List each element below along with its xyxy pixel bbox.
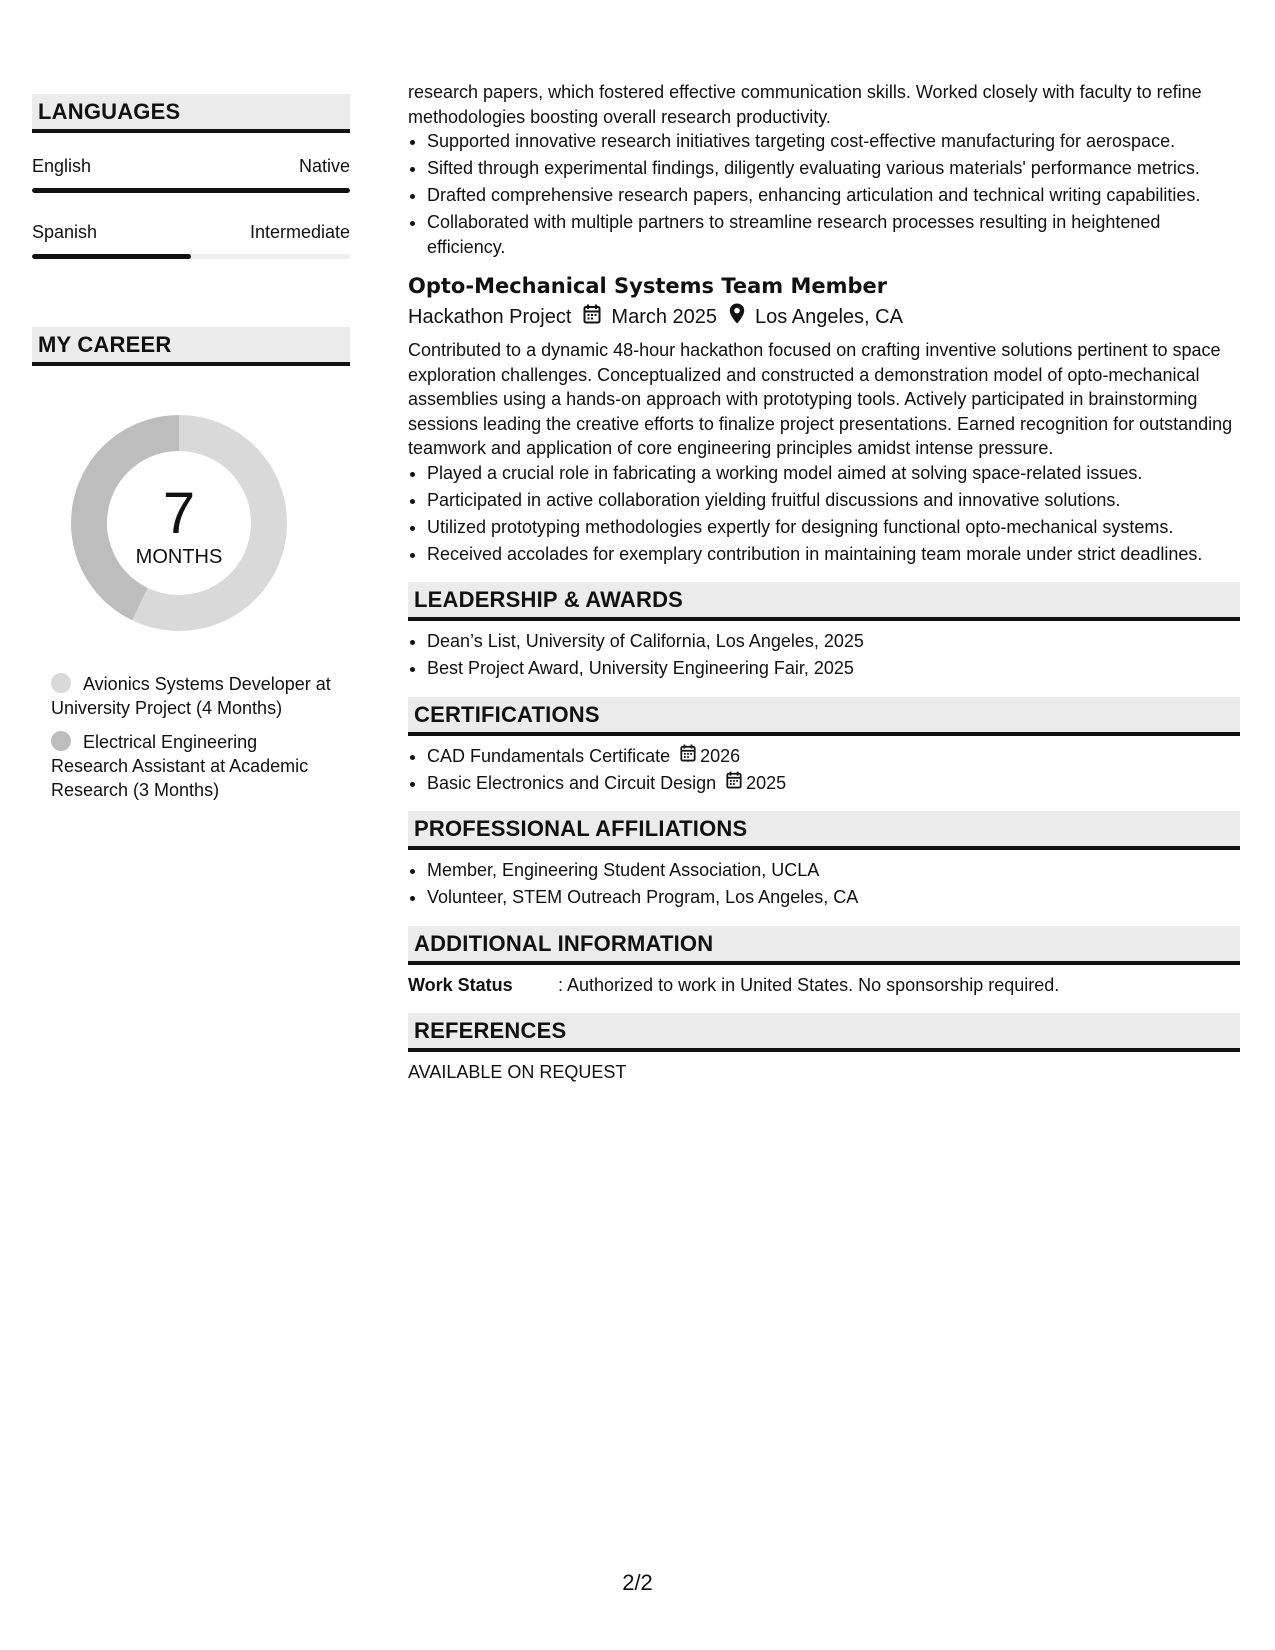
- list-item: [427, 771, 1240, 796]
- work-status-value: : Authorized to work in United States. No sponsorship required.: [558, 974, 1060, 995]
- leadership-heading: LEADERSHIP & AWARDS: [408, 582, 1240, 621]
- language-proficiency-fill: [32, 254, 191, 259]
- list-item: [427, 744, 1240, 769]
- map-pin-icon: [729, 303, 745, 331]
- career-legend-item: [51, 672, 331, 720]
- leadership-section: [408, 582, 1240, 681]
- list-item: • Supported innovative research initiatives targeting cost-effective manufacturing for aerospace.: [427, 129, 1240, 154]
- job-title: Opto-Mechanical Systems Team Member: [408, 274, 888, 298]
- job-bullets: [408, 461, 1240, 567]
- right-column: [408, 80, 1240, 1084]
- language-proficiency-fill: [32, 188, 350, 193]
- additional-info-section: [408, 926, 1240, 997]
- certifications-section: [408, 697, 1240, 796]
- language-item: [32, 155, 350, 207]
- language-proficiency-bar: [32, 254, 350, 259]
- left-column: [32, 94, 350, 812]
- career-legend-label: Electrical Engineering Research Assistant at Academic Research (3 Months): [51, 732, 309, 800]
- references-heading: REFERENCES: [408, 1013, 1240, 1052]
- language-item: [32, 221, 350, 273]
- career-total-value: 7: [162, 481, 196, 546]
- list-item: • Received accolades for exemplary contribution in maintaining team morale under strict deadlines.: [427, 542, 1240, 567]
- job-org: Hackathon Project: [408, 306, 572, 328]
- languages-heading: LANGUAGES: [32, 94, 350, 133]
- certification-name: CAD Fundamentals Certificate: [427, 745, 671, 766]
- work-status-label: Work Status: [408, 974, 513, 995]
- certification-name: Basic Electronics and Circuit Design: [427, 772, 717, 793]
- list-item: • Collaborated with multiple partners to streamline research processes resulting in heightened efficiency.: [427, 210, 1240, 259]
- work-status-row: [408, 973, 1240, 997]
- affiliations-section: [408, 811, 1240, 910]
- language-level: Intermediate: [249, 222, 350, 242]
- list-item: • Dean’s List, University of California, Los Angeles, 2025: [427, 629, 1240, 654]
- career-heading: MY CAREER: [32, 327, 350, 366]
- career-donut-chart: [64, 408, 294, 638]
- references-section: [408, 1013, 1240, 1085]
- list-item: • Participated in active collaboration yielding fruitful discussions and innovative solutions.: [427, 488, 1240, 513]
- career-legend-label: Avionics Systems Developer at University Project (4 Months): [51, 674, 331, 718]
- list-item: • Utilized prototyping methodologies expertly for designing functional opto-mechanical systems.: [427, 515, 1240, 540]
- affiliations-heading: PROFESSIONAL AFFILIATIONS: [408, 811, 1240, 850]
- list-item: • Drafted comprehensive research papers, enhancing articulation and technical writing capabilities.: [427, 183, 1240, 208]
- career-legend: [51, 672, 331, 802]
- career-legend-item: [51, 730, 331, 802]
- legend-dot-icon: [51, 673, 71, 693]
- references-text: AVAILABLE ON REQUEST: [408, 1061, 627, 1082]
- language-name: Spanish: [32, 222, 98, 242]
- additional-info-heading: ADDITIONAL INFORMATION: [408, 926, 1240, 965]
- job-date: March 2025: [611, 306, 718, 328]
- language-proficiency-bar: [32, 188, 350, 193]
- certification-year: 2026: [700, 745, 741, 766]
- certifications-heading: CERTIFICATIONS: [408, 697, 1240, 736]
- job-location: Los Angeles, CA: [755, 306, 903, 328]
- calendar-icon: [726, 771, 746, 796]
- list-item: • Member, Engineering Student Association, UCLA: [427, 858, 1240, 883]
- job-description: Contributed to a dynamic 48-hour hackathon focused on crafting inventive solutions pertinent to space exploration challenges. Conceptualized and constructed a demonstration model of opto-mechanical assemblies using a hands-on approach with prototyping tools. Actively participated in brainstorming sessions leading the creative efforts to finalize project presentations. Earned recognition for outstanding teamwork and application of core engineering principles amidst intense pressure.: [408, 340, 1233, 458]
- career-total-unit: MONTHS: [135, 546, 223, 568]
- experience-continued-bullets: [408, 129, 1240, 259]
- language-level: Native: [298, 156, 350, 176]
- calendar-icon: [583, 304, 601, 331]
- page-number: 2/2: [622, 1570, 653, 1595]
- job-meta: [408, 303, 1240, 331]
- list-item: • Best Project Award, University Engineering Fair, 2025: [427, 656, 1240, 681]
- list-item: • Sifted through experimental findings, diligently evaluating various materials' performance metrics.: [427, 156, 1240, 181]
- language-name: English: [32, 156, 92, 176]
- list-item: • Played a crucial role in fabricating a working model aimed at solving space-related issues.: [427, 461, 1240, 486]
- legend-dot-icon: [51, 731, 71, 751]
- experience-continued-text: research papers, which fostered effective communication skills. Worked closely with faculty to refine methodologies boosting overall research productivity.: [408, 82, 1202, 127]
- certification-year: 2025: [746, 772, 787, 793]
- calendar-icon: [680, 744, 700, 769]
- list-item: • Volunteer, STEM Outreach Program, Los Angeles, CA: [427, 885, 1240, 910]
